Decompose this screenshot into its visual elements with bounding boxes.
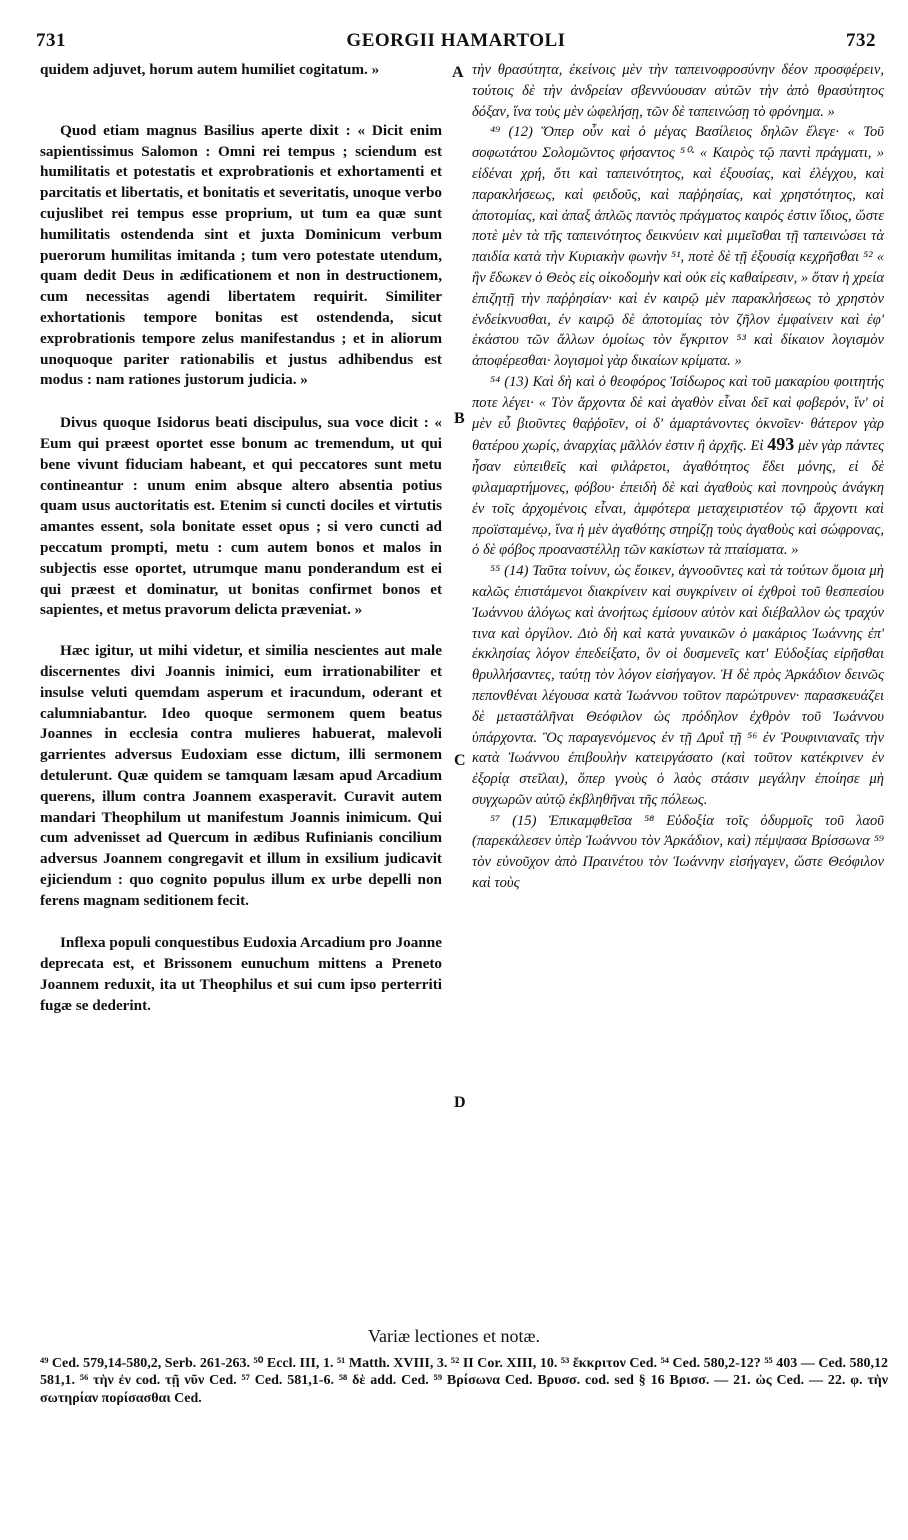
greek-paragraph: ⁵⁵ (14) Ταῦτα τοίνυν, ὡς ἔοικεν, ἀγνοοῦντες καὶ τὰ τούτων ὅμοια μὴ καλῶς ἐπιστάμενοι διακρίνειν καὶ συγκρίνειν οἱ ἐχθροὶ τοῦ θεσπεσίου Ἰωάννου ἀλόγως καὶ ἀνοήτως ἐμίσουν αὐτὸν καὶ διέβαλλον ὡς τραχύν τινα καὶ ὀργίλον. Διὸ δὴ καὶ κατὰ γυναικῶν ὁ μακάριος Ἰωάννης ἐπ' ἐκκλησίας λόγον ἐπεδείξατο, ὃν οἱ δυσμενεῖς κατ' Εὐδοξίας εἰρῆσθαι θρυλλήσαντες, ταύτῃ τὸν λόγον εἰσήγαγον. Ἡ δὲ πρὸς Ἀρκάδιον δεινῶς πεπονθέναι λέγουσα κατὰ Ἰωάννου τοῦτον παρώτρυνεν· παρασκευάζει δὲ μεταστάλῆναι Θεόφιλον ὡς πρόδηλον ἐχθρὸν τοῦ Ἰωάννου ὑπάρχοντα. Ὃς παραγενόμενος ἐν τῇ Δρυΐ τῇ ⁵⁶ ἐν Ῥουφινιαναῖς τὴν κατὰ Ἰωάννου ἐπιβουλὴν κατειργάσατο (καὶ τοῦτον κατέκρινεν ἐν ἐξορίᾳ στεῖλαι), ὅπερ γνοὺς ὁ λαὸς στάσιν μεγάλην ἐποίησε μὴ συγχωρῶν αὐτῷ ἐκβληθῆναι τῆς πόλεως. (472, 563, 884, 808)
page-number-right: 732 (846, 30, 876, 51)
greek-paragraph: ⁴⁹ (12) Ὅπερ οὖν καὶ ὁ μέγας Βασίλειος δηλῶν ἔλεγε· « Τοῦ σοφωτάτου Σολομῶντος φήσαντος ⁵⁰· « Καιρὸς τῷ παντὶ πράγματι, » εἰδέναι χρή, ὅτι καὶ ταπεινότητος, καὶ ἐξουσίας, καὶ ἐλέγχου, καὶ παρακλήσεως, καὶ φειδοῦς, καὶ παῤῥησίας, καὶ χρηστότητος, καὶ ἀποτομίας, καὶ ἁπαξ ἁπλῶς παντὸς πράγματος καιρός ἐστιν ἴδιος, ὥστε ποτὲ μὲν τὰ τῆς ταπεινότητος δεικνύειν καὶ μιμεῖσθαι τῇ ταπεινώσει τὰ παιδία κατὰ τὴν Κυριακὴν φωνὴν ⁵¹, ποτὲ δὲ τῇ ἐξουσίᾳ κεχρῆσθαι ⁵² « ἣν ἔδωκεν ὁ Θεὸς εἰς οἰκοδομὴν καὶ οὐκ εἰς καθαίρεσιν, » ὅταν ἡ χρεία ἐπιζητῇ τὴν παῤῥησίαν· καὶ ἐν καιρῷ μὲν παρακλήσεως τὸ χρηστὸν ἐνδείκνυσθαι, ἐν καιρῷ δὲ ἀποτομίας τὸν ζῆλον ἐμφαίνειν καὶ ἐφ' ἑκάστου τῶν ἄλλων ὁμοίως τὸν ἔγκριτον ⁵³ καὶ δίκαιον λογισμὸν ἀποφέρεσθαι· λογισμοὶ γὰρ δικαίων κρίματα. » (472, 124, 884, 370)
section-marker-a: A (452, 64, 464, 81)
latin-paragraph: Quod etiam magnus Basilius aperte dixit : « Dicit enim sapientissimus Salomon : Omni rei tempus ; sciendum est humilitatis et potestatis et exprobrationis et exhortamenti et parcitatis et libertatis, et bonitatis et severitatis, unoque verbo cujuslibet rei tempus esse proprium, ut tum ea quæ sunt humilitatis ostendenda sint et juxta Dominicum verbum puerorum humilitas imitanda ; tum vero potestate utendum, quam dedit Deus in ædificationem et non in destructionem, cum necessitas agendi libertatem requirit. Similiter exhortationis tempore bonitas est ostendenda, sicut exprobrationis tempore zelus manifestandus ; et in aliorum unoquoque pariter rationabilis et justus adhibendus est modus : nam rationes justorum judicia. » (40, 121, 442, 389)
notes-heading: Variæ lectiones et notæ. (368, 1326, 540, 1346)
latin-paragraph: Divus quoque Isidorus beati discipulus, sua voce dicit : « Eum qui præest oportet esse bonum ac tremendum, ut qui bene vivunt fiduciam habeant, et qui peccatores sunt metu contineantur : unum enim absque altero absentia potius quam usus auctoritatis est. Etenim si cuncti dociles et virtutis amantes essent, sola bonitate esset opus ; si vero cuncti ad peccatum prompti, metu : cum autem bonos et malos in subjectis esse oportet, utrumque manu ponderandum est ei qui præest et dominatur, ut bonitas confirmet bonos et sapientes, et metus pravorum delicta præveniat. » (40, 414, 442, 619)
running-header (36, 30, 876, 56)
page-title: GEORGII HAMARTOLI (346, 30, 566, 51)
latin-paragraph: Hæc igitur, ut mihi videtur, et similia nescientes aut male discernentes divi Joannis inimici, eum irrationabiliter et insulse veluti quemdam asperum et iracundum, oderant et calumniabantur. Ideo quoque sermonem quem beatus Joannes in ecclesia contra mulieres habuerat, malevoli garrientes adversus Eudoxiam esse dictum, illi sermonem detulerunt. Quæ quidem se tamquam læsam apud Arcadium querens, illum contra Joannem exasperavit. Curavit autem mandari Theophilum ut manifestum Joannis inimicum. Qui cum advenisset ad Quercum in ædibus Rufinianis concilium adversus Joannem congregavit et illum in exsilium judicavit ejiciendum : quo cognito populus illum ex urbe depelli non ferens magnam seditionem fecit. (40, 642, 442, 909)
greek-text: μὲν γὰρ πάντες ἦσαν εὐπειθεῖς καὶ φιλάρετοι, ἀγαθότητος ἔδει μόνης, εἰ δὲ φιλαμαρτήμονες, φόβου· ἐπειδὴ δὲ καὶ ἀγαθοὺς καὶ πονηροὺς ἀνάγκη ἐν τοῖς ἀρχομένοις εἶναι, ἀμφότερα μεταχειριστέον τῷ ἄρχοντι καὶ προϊσταμένῳ, ἵνα ἡ μὲν ἀγαθότης στηρίζῃ τοὺς ἀγαθοὺς καὶ σώφρονας, ὁ δὲ φόβος προαναστέλλῃ τῶν κακίστων τὰ πταίσματα. » (472, 438, 884, 559)
latin-paragraph: Inflexa populi conquestibus Eudoxia Arcadium pro Joanne deprecata est, et Brissonem eunuchum mittens a Preneto Joannem reduxit, ita ut Theophilus et sui cum ipso perterriti fugæ se dederint. (40, 934, 442, 1014)
latin-column (40, 60, 442, 1017)
latin-paragraph: quidem adjuvet, horum autem humiliet cogitatum. » (40, 61, 380, 78)
notes-text: ⁴⁹ Ced. 579,14-580,2, Serb. 261-263. ⁵⁰ Eccl. III, 1. ⁵¹ Matth. XVIII, 3. ⁵² II Cor. XIII, 10. ⁵³ ἔκκριτον Ced. ⁵⁴ Ced. 580,2-12? ⁵⁵ 403 — Ced. 580,12 581,1. ⁵⁶ τὴν ἐν cod. τῇ νῦν Ced. ⁵⁷ Ced. 581,1-6. ⁵⁸ δὲ add. Ced. ⁵⁹ Βρίσωνα Ced. Βρυσσ. cod. sed § 16 Βρισσ. — 21. ὡς Ced. — 22. φ. τὴν σωτηρίαν πορίσασθαι Ced. (40, 1356, 888, 1406)
greek-text: ⁵⁴ (13) Καὶ δὴ καὶ ὁ θεοφόρος Ἰσίδωρος καὶ τοῦ μακαρίου φοιτητής ποτε λέγει· « Τὸν ἄρχοντα δὲ καὶ ἀγαθὸν εἶναι δεῖ καὶ φοβερόν, ἵν' οἱ μὲν εὖ βιοῦντες θαῤῥοῖεν, οἱ δ' ἁμαρτάνοντες ὀκνοῖεν· θάτερον γὰρ θατέρου χωρίς, ἀναρχίας μᾶλλόν ἐστιν ἢ ἀρχῆς. Εἰ (472, 373, 884, 455)
greek-paragraph: τὴν θρασύτητα, ἐκείνοις μὲν τὴν ταπεινοφροσύνην δέον προσφέρειν, τούτοις δὲ τὴν ἀνδρείαν σβεννύουσαν αὐτῶν τὴν ἀπὸ θρασύτητος δόξαν, ἵνα τοὺς μὲν ὠφελήσῃ, τῶν δὲ ταπεινώσῃ τὸ φρόνημα. » (472, 62, 884, 120)
section-marker-c: C (454, 752, 466, 769)
section-marker-b: B (454, 410, 465, 427)
page-number-left: 731 (36, 30, 66, 51)
greek-paragraph: ⁵⁷ (15) Ἐπικαμφθεῖσα ⁵⁸ Εὐδοξία τοῖς ὀδυρμοῖς τοῦ λαοῦ (παρεκάλεσεν ὑπὲρ Ἰωάννου τὸν Ἀρκάδιον, καὶ) πέμψασα Βρίσσωνα ⁵⁹ τὸν εὐνοῦχον ἀπὸ Πραινέτου τὸν Ἰωάννην εἰσήγαγεν, ὥστε Θεόφιλον καὶ τοὺς (472, 812, 884, 892)
greek-column (472, 60, 884, 894)
section-marker-d: D (454, 1094, 466, 1111)
greek-paragraph (472, 372, 884, 561)
page-break-number: 493 (767, 434, 795, 455)
